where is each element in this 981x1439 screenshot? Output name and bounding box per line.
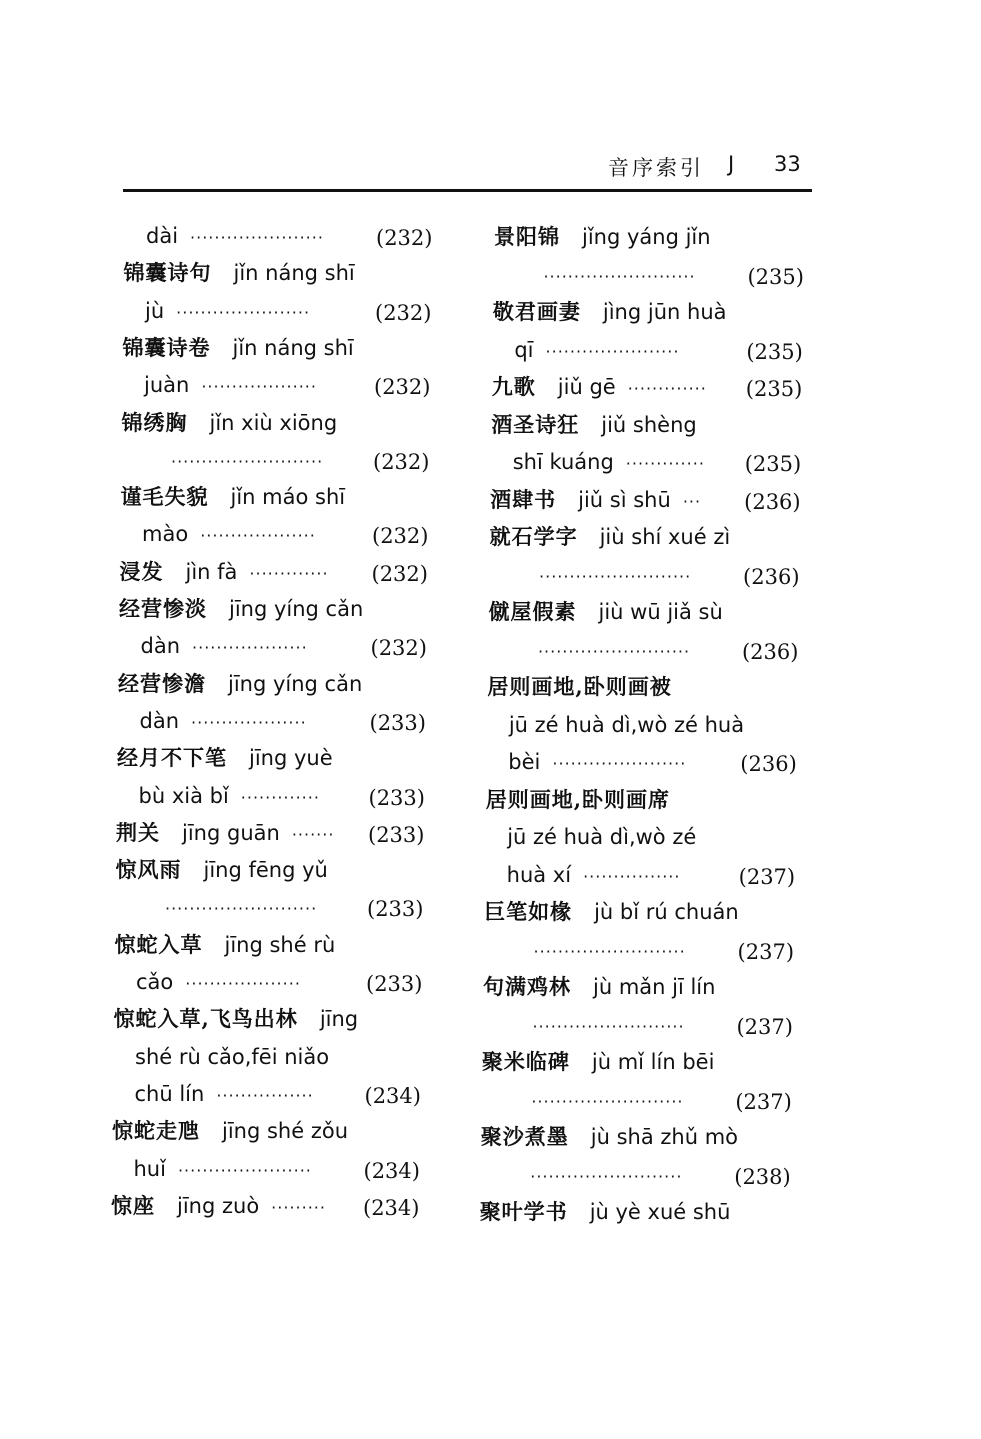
entry-pinyin: dàn <box>140 634 181 659</box>
page-reference: (232) <box>370 636 427 661</box>
index-line <box>508 747 686 777</box>
leader-dots: ······················ <box>190 228 324 247</box>
page-reference: (232) <box>376 226 433 250</box>
leader-dots: ······················ <box>177 1160 312 1180</box>
leader-dots: ··················· <box>191 712 307 732</box>
page-reference: (234) <box>363 1195 420 1220</box>
entry-pinyin: dàn <box>139 708 180 733</box>
entry-term: 锦绣胸 <box>121 409 188 435</box>
index-line <box>487 672 671 702</box>
index-line <box>514 335 679 365</box>
entry-pinyin: jīng yíng cǎn <box>229 597 364 621</box>
page-reference: (236) <box>741 639 799 664</box>
leader-dots: ················ <box>216 1085 314 1105</box>
leader-dots: ············· <box>240 787 320 807</box>
leader-dots: ··· <box>682 491 702 511</box>
entry-pinyin: jù bǐ rú chuán <box>594 900 739 924</box>
entry-term: 聚叶学书 <box>479 1199 568 1224</box>
index-line <box>504 1010 684 1040</box>
index-line <box>480 1197 731 1227</box>
entry-pinyin: huǐ <box>133 1156 166 1181</box>
entry-pinyin: jù mǐ lín bēi <box>591 1050 715 1074</box>
index-line <box>509 710 744 740</box>
entry-pinyin: jū zé huà dì,wò zé <box>507 825 697 849</box>
leader-dots: ················ <box>583 866 681 886</box>
index-line <box>503 1085 683 1115</box>
entry-term: 九歌 <box>491 374 536 399</box>
entry-pinyin: juàn <box>144 373 190 398</box>
page-reference: (237) <box>735 1089 792 1114</box>
entry-term: 聚沙煮墨 <box>480 1124 569 1149</box>
leader-dots: ························· <box>531 1091 684 1111</box>
page-reference: (232) <box>372 524 429 549</box>
index-line <box>493 297 727 327</box>
leader-dots: ························· <box>165 899 318 919</box>
leader-dots: ······· <box>291 824 335 844</box>
entry-term: 僦屋假素 <box>488 599 577 624</box>
entry-pinyin: jīng fēng yǔ <box>203 858 328 883</box>
leader-dots: ············· <box>249 563 329 583</box>
page-reference: (238) <box>734 1164 791 1189</box>
page-reference: (237) <box>736 1014 793 1039</box>
entry-term: 句满鸡林 <box>483 974 571 999</box>
index-line <box>483 972 715 1002</box>
leader-dots: ··················· <box>200 526 316 546</box>
entry-term: 经营惨澹 <box>118 670 206 696</box>
leader-dots: ········· <box>271 1197 326 1217</box>
index-line <box>490 522 731 552</box>
leader-dots: ······················ <box>176 302 311 322</box>
entry-pinyin: dài <box>146 224 179 248</box>
entry-term: 巨笔如椽 <box>484 899 573 924</box>
page-reference: (232) <box>374 375 431 400</box>
index-line <box>511 560 691 590</box>
entry-pinyin: jū zé huà dì,wò zé huà <box>508 712 745 737</box>
index-line <box>484 897 739 927</box>
entry-term: 就石学字 <box>489 524 578 549</box>
page-reference: (233) <box>368 785 425 810</box>
entry-pinyin: jiǔ shèng <box>601 412 697 437</box>
page-reference: (235) <box>744 452 802 476</box>
entry-term: 谨毛失貌 <box>120 484 209 510</box>
entry-pinyin: jīng <box>319 1007 359 1032</box>
leader-dots: ························· <box>539 566 692 586</box>
entry-pinyin: jīng zuò <box>177 1193 260 1218</box>
index-line <box>481 1122 738 1152</box>
entry-pinyin: jù mǎn jī lín <box>593 975 716 999</box>
entry-pinyin: jù <box>145 298 165 323</box>
index-line <box>486 785 670 815</box>
page-reference: (234) <box>363 1158 420 1183</box>
page-reference: (233) <box>366 972 423 996</box>
entry-pinyin: huà xí <box>506 862 572 887</box>
entry-pinyin: jīng yuè <box>249 746 333 771</box>
leader-dots: ··················· <box>192 638 308 658</box>
entry-term: 浸发 <box>119 558 164 584</box>
leader-dots: ························· <box>171 451 324 471</box>
entry-pinyin: bù xià bǐ <box>138 783 229 808</box>
entry-pinyin: jiù wū jiǎ sù <box>598 600 723 624</box>
leader-dots: ······················ <box>552 754 687 773</box>
leader-dots: ··················· <box>185 974 301 993</box>
page-reference: (237) <box>737 939 795 964</box>
entry-pinyin: jīng yíng cǎn <box>228 671 363 696</box>
entry-pinyin: chū lín <box>134 1081 205 1106</box>
page-reference: (236) <box>743 564 800 589</box>
entry-term: 敬君画妻 <box>492 299 581 324</box>
entry-term: 惊蛇入草,飞鸟出林 <box>113 1006 298 1032</box>
page-reference: (232) <box>373 449 430 474</box>
index-line <box>507 860 681 890</box>
entry-pinyin: jīng shé rù <box>224 932 336 957</box>
entry-pinyin: cǎo <box>136 970 174 994</box>
entry-pinyin: shé rù cǎo,fēi niǎo <box>135 1044 330 1069</box>
entry-pinyin: jiǔ sì shū <box>578 487 671 512</box>
entry-pinyin: jǐn xiù xiōng <box>209 410 338 435</box>
leader-dots: ············· <box>627 379 707 398</box>
entry-pinyin: jīng guān <box>182 820 280 845</box>
header-letter: J <box>728 152 735 176</box>
entry-pinyin: shī kuáng <box>512 450 614 474</box>
page-reference: (235) <box>746 339 803 364</box>
entry-term: 惊风雨 <box>115 857 182 883</box>
entry-pinyin: jiǔ gē <box>557 375 616 399</box>
index-line <box>507 822 696 852</box>
entry-pinyin: jìn fà <box>185 559 238 584</box>
entry-term: 经营惨淡 <box>119 596 207 621</box>
page-reference: (235) <box>747 264 804 289</box>
entry-term: 经月不下笔 <box>117 745 227 771</box>
leader-dots: ··················· <box>201 377 317 397</box>
entry-pinyin: jǐn máo shī <box>230 485 346 510</box>
index-line <box>502 1160 682 1190</box>
entry-term: 惊蛇入草 <box>114 931 203 957</box>
header-title: 音序索引 <box>608 156 704 180</box>
entry-pinyin: jǐn náng shī <box>232 335 354 360</box>
index-line <box>510 635 690 665</box>
index-line <box>491 410 696 440</box>
entry-term: 景阳锦 <box>494 224 560 249</box>
entry-term: 居则画地,卧则画被 <box>487 674 672 699</box>
entry-term: 酒圣诗狂 <box>491 411 580 437</box>
entry-pinyin: mào <box>142 522 189 547</box>
page-reference: (234) <box>364 1083 421 1108</box>
leader-dots: ························· <box>537 641 691 661</box>
page-reference: (232) <box>375 300 432 325</box>
entry-pinyin: jiù shí xué zì <box>599 525 731 549</box>
entry-term: 酒肆书 <box>490 486 557 512</box>
page-reference: (233) <box>368 822 425 847</box>
running-header <box>600 152 820 186</box>
index-line <box>492 372 707 402</box>
entry-term: 锦囊诗句 <box>123 260 212 286</box>
leader-dots: ························· <box>533 941 686 961</box>
entry-pinyin: jìng jūn huà <box>602 300 727 324</box>
entry-pinyin: jǐn náng shī <box>233 261 355 286</box>
entry-term: 惊蛇走虺 <box>112 1118 200 1144</box>
page-reference: (236) <box>744 489 801 514</box>
entry-term: 荆关 <box>116 819 160 845</box>
page-reference: (237) <box>738 864 796 889</box>
entry-term: 惊座 <box>111 1192 155 1218</box>
entry-pinyin: jǐng yáng jǐn <box>582 225 711 249</box>
leader-dots: ························· <box>532 1016 685 1036</box>
index-line <box>506 935 686 965</box>
page-reference: (233) <box>369 710 426 735</box>
index-line <box>513 447 705 477</box>
page-reference: (232) <box>371 561 428 586</box>
leader-dots: ························· <box>543 266 696 286</box>
entry-term: 居则画地,卧则画席 <box>485 786 671 812</box>
entry-term: 锦囊诗卷 <box>122 334 211 360</box>
entry-pinyin: jù yè xué shū <box>589 1200 731 1224</box>
index-line <box>515 260 695 290</box>
leader-dots: ························· <box>530 1166 683 1186</box>
index-line <box>489 597 723 627</box>
index-line <box>494 222 711 252</box>
index-line <box>490 485 701 515</box>
entry-pinyin: jīng shé zǒu <box>222 1119 349 1144</box>
entry-pinyin: jù shā zhǔ mò <box>590 1125 739 1149</box>
entry-pinyin: bèi <box>508 750 541 774</box>
page-reference: (236) <box>740 752 797 776</box>
entry-term: 聚米临碑 <box>481 1049 570 1074</box>
page-reference: (235) <box>745 377 803 401</box>
page-reference: (233) <box>367 897 424 922</box>
page-number: 33 <box>774 152 801 176</box>
leader-dots: ············· <box>625 454 705 473</box>
leader-dots: ······················ <box>545 341 680 361</box>
entry-pinyin: qī <box>514 337 534 362</box>
index-line <box>482 1047 715 1077</box>
